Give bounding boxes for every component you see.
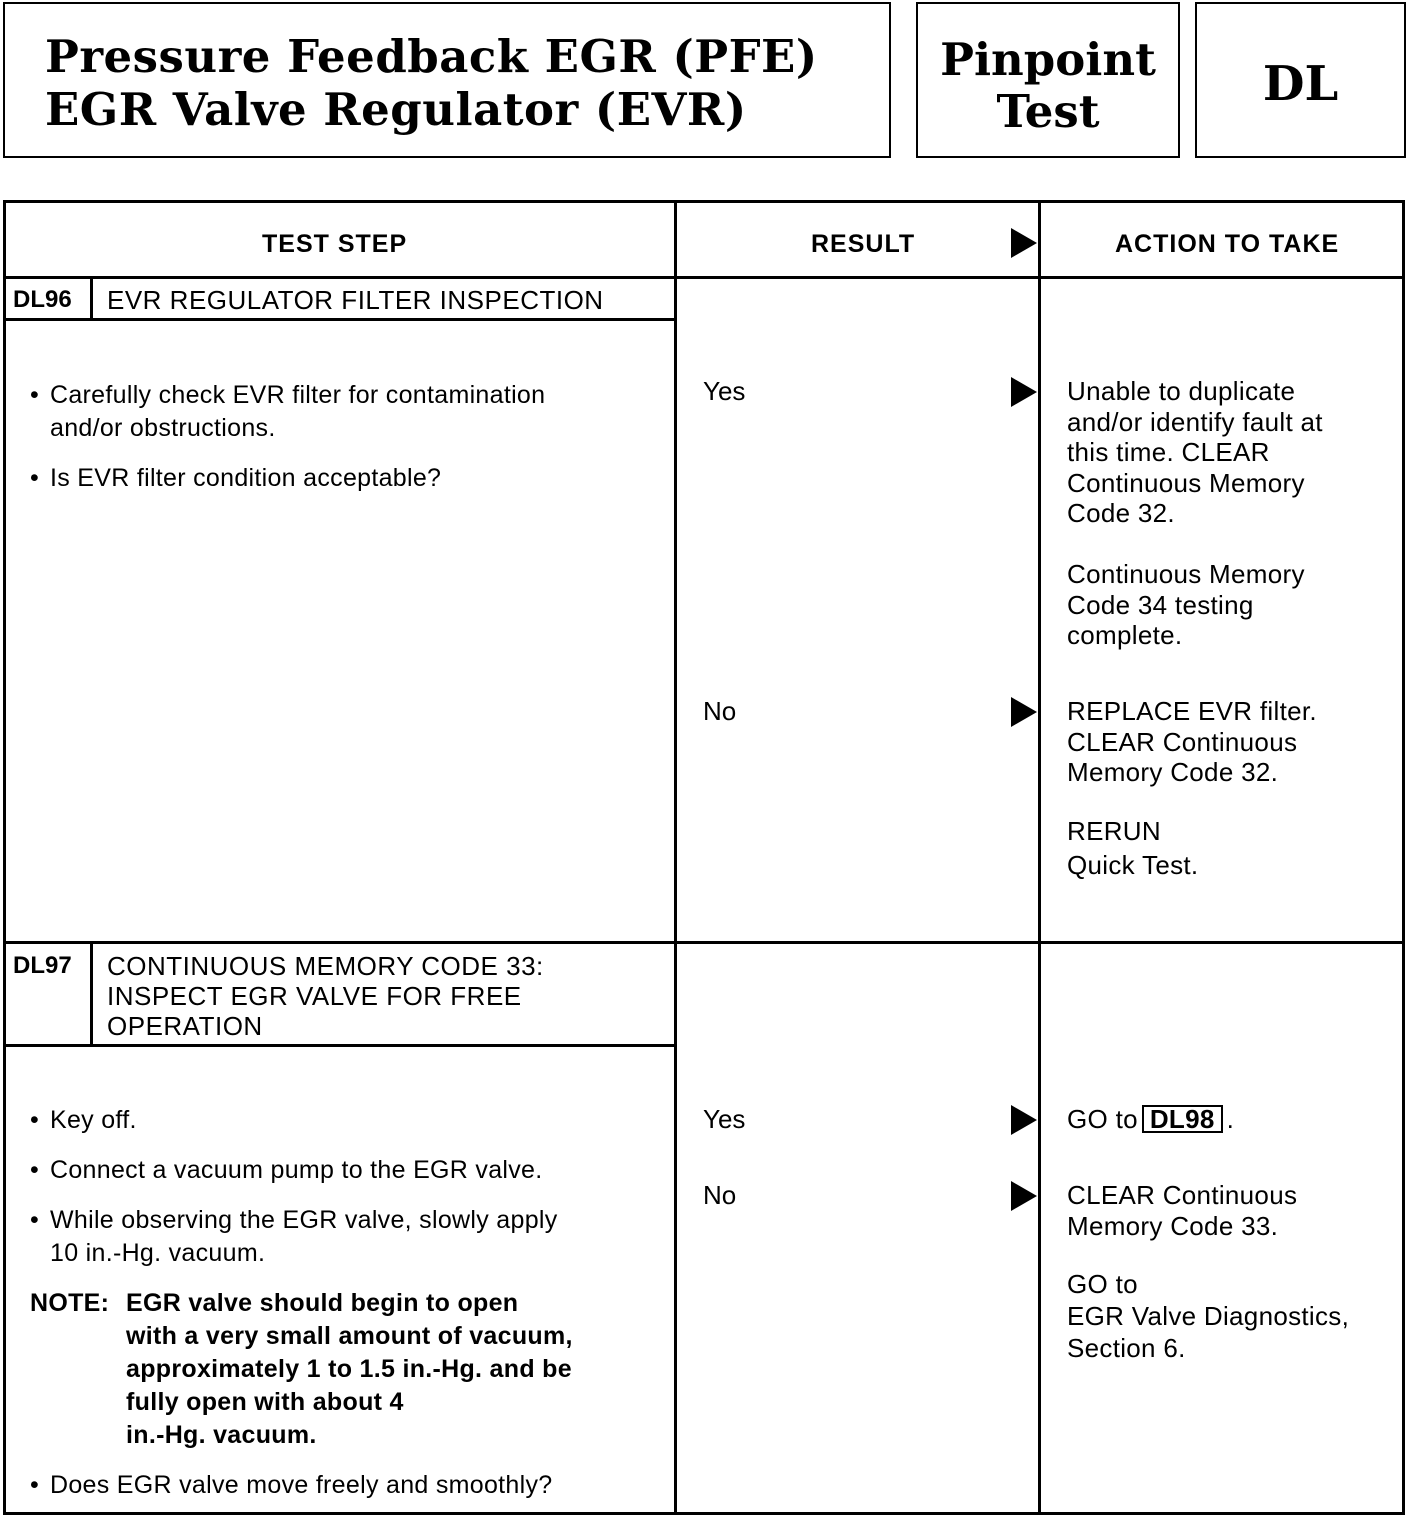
action-text: Continuous Memory Code 34 testing complete.	[1067, 559, 1305, 650]
divider-result-action	[1038, 200, 1041, 1515]
result-arrow-icon	[1011, 697, 1037, 727]
result-yes: Yes	[703, 1104, 746, 1134]
step-dl97-title-divider	[3, 1044, 677, 1047]
test-code: DL	[1262, 56, 1339, 112]
goto-action	[1067, 1104, 1234, 1135]
column-header-result: RESULT	[811, 230, 916, 258]
action-text: CLEAR Continuous Memory Code 33.	[1067, 1180, 1298, 1241]
note-text: EGR valve should begin to open with a very small amount of vacuum, approximately 1 to 1.5 in.-Hg. and be fully open with about 4 in.-Hg. vacuum.	[126, 1289, 573, 1449]
step-title: EVR REGULATOR FILTER INSPECTION	[107, 285, 604, 315]
bullet-item: • Does EGR valve move freely and smoothly?	[30, 1469, 553, 1502]
result-arrow-icon	[1011, 1181, 1037, 1211]
note-label: NOTE:	[30, 1289, 110, 1317]
step-id: DL97	[13, 952, 72, 979]
pinpoint-test-label	[918, 34, 1178, 138]
result-no: No	[703, 1180, 737, 1210]
header-arrow-icon	[1011, 228, 1037, 258]
result-arrow-icon	[1011, 1105, 1037, 1135]
bullet-item: • Key off.	[30, 1104, 137, 1137]
step-dl97-id-divider	[90, 943, 93, 1046]
step-dl96-id-divider	[90, 278, 93, 320]
column-header-test-step: TEST STEP	[262, 230, 408, 258]
bullet-item: • While observing the EGR valve, slowly apply 10 in.-Hg. vacuum.	[30, 1206, 558, 1267]
pinpoint-line-1: Pinpoint	[940, 33, 1156, 86]
title-line-2: EGR Valve Regulator (EVR)	[45, 83, 747, 136]
step-dl96-title-divider	[3, 318, 677, 321]
note-block	[30, 1287, 573, 1452]
header-row-divider	[3, 276, 1405, 279]
result-no: No	[703, 696, 737, 726]
action-text: RERUN Quick Test.	[1067, 816, 1199, 880]
bullet-dot-icon: •	[30, 1471, 40, 1499]
result-yes: Yes	[703, 376, 746, 406]
goto-dl98-link[interactable]: DL98	[1142, 1105, 1223, 1133]
bullet-item: • Connect a vacuum pump to the EGR valve.	[30, 1154, 543, 1187]
action-text: Unable to duplicate and/or identify fault at this time. CLEAR Continuous Memory Code 32.	[1067, 376, 1323, 528]
step-id: DL96	[13, 286, 72, 313]
bullet-item: • Carefully check EVR filter for contamination and/or obstructions.	[30, 381, 546, 442]
bullet-dot-icon: •	[30, 381, 40, 409]
title-box	[3, 2, 891, 158]
title-line-1: Pressure Feedback EGR (PFE)	[45, 30, 818, 83]
action-text: REPLACE EVR filter. CLEAR Continuous Memory Code 32.	[1067, 696, 1317, 787]
pinpoint-line-2: Test	[996, 85, 1100, 138]
page-title	[45, 30, 818, 136]
step-separator	[3, 941, 1405, 944]
bullet-dot-icon: •	[30, 464, 40, 492]
step-title: CONTINUOUS MEMORY CODE 33: INSPECT EGR VALVE FOR FREE OPERATION	[107, 951, 544, 1041]
goto-prefix: GO to	[1067, 1104, 1138, 1134]
bullet-dot-icon: •	[30, 1106, 40, 1134]
pinpoint-test-box	[916, 2, 1180, 158]
bullet-dot-icon: •	[30, 1206, 40, 1234]
bullet-dot-icon: •	[30, 1156, 40, 1184]
column-header-action: ACTION TO TAKE	[1115, 230, 1340, 258]
goto-suffix: .	[1226, 1104, 1235, 1134]
divider-step-result	[674, 200, 677, 1515]
result-arrow-icon	[1011, 377, 1037, 407]
action-text: GO to EGR Valve Diagnostics, Section 6.	[1067, 1269, 1350, 1363]
bullet-item: • Is EVR filter condition acceptable?	[30, 462, 441, 495]
test-code-box	[1195, 2, 1406, 158]
